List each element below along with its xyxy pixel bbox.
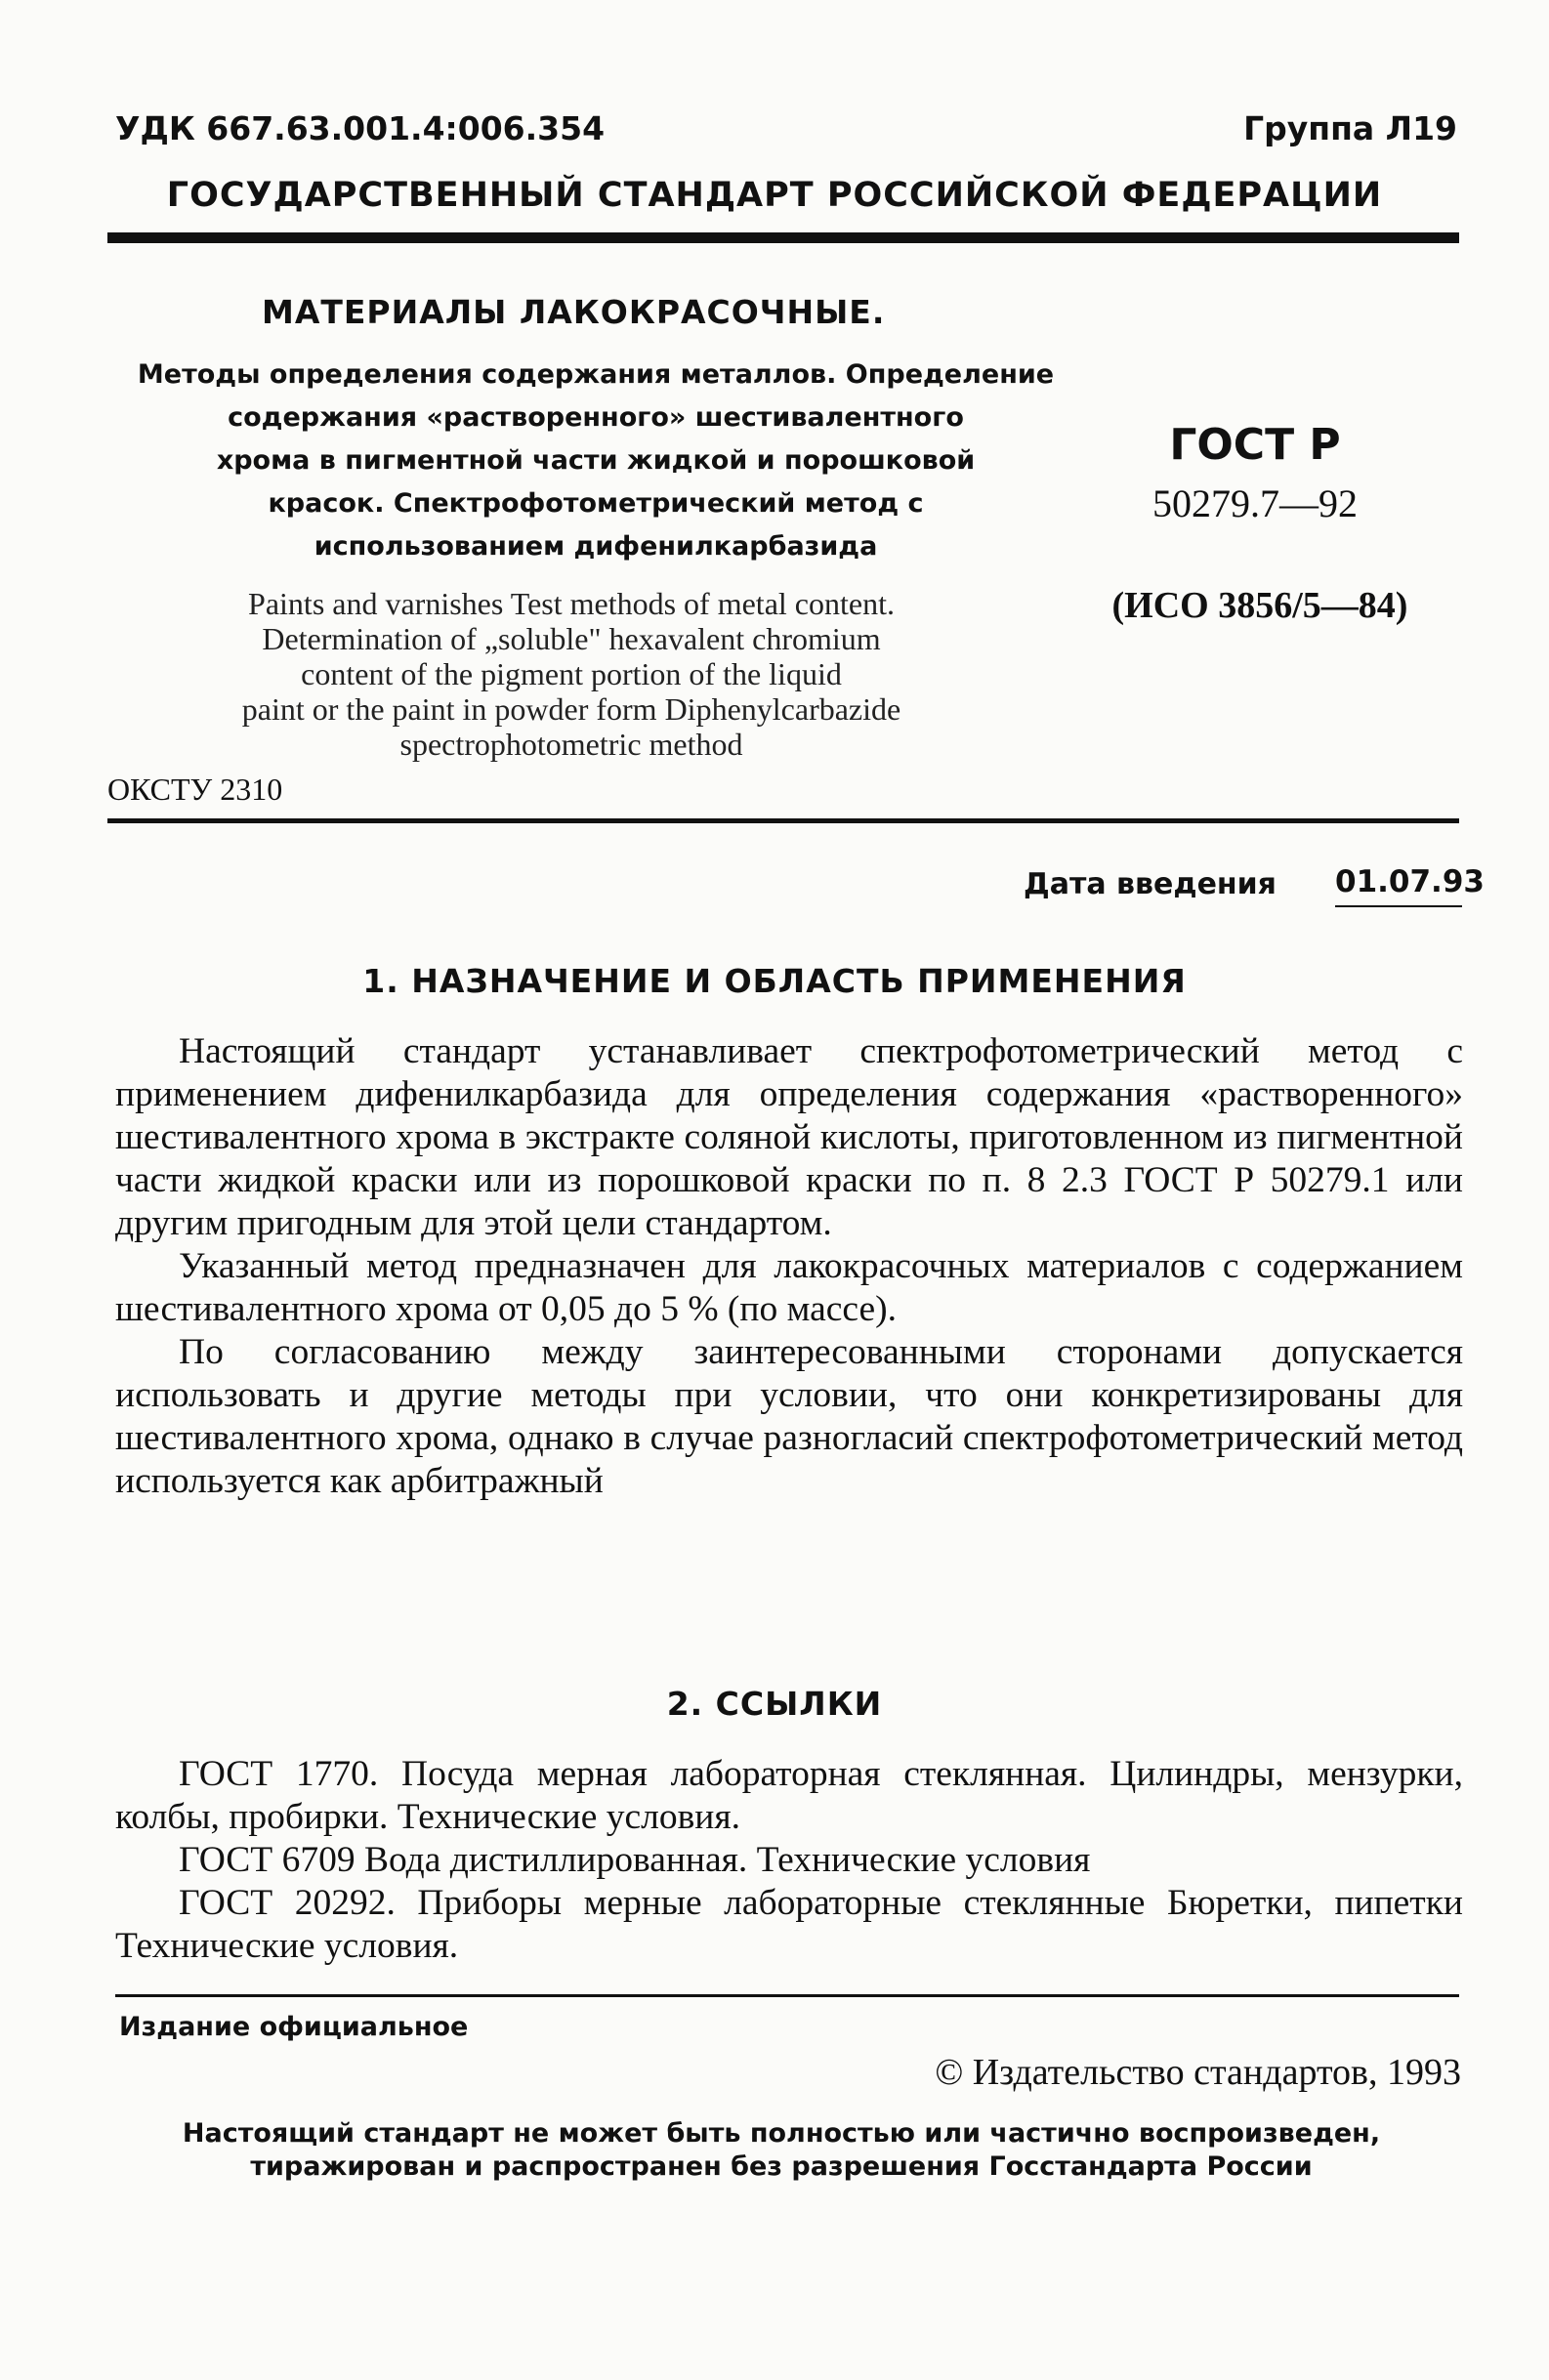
notice-line: Настоящий стандарт не может быть полностью или частично воспроизведен, xyxy=(182,2118,1381,2149)
subtitle-line: хрома в пигментной части жидкой и порошковой xyxy=(216,445,976,476)
english-title-line: paint or the paint in powder form Diphenylcarbazide xyxy=(241,691,901,727)
subtitle-line: содержания «растворенного» шестивалентного xyxy=(228,402,964,433)
subtitle-line: использованием дифенилкарбазида xyxy=(314,531,878,562)
english-title-line: spectrophotometric method xyxy=(399,727,743,762)
footer-divider xyxy=(115,1994,1459,1997)
state-standard-heading: ГОСУДАРСТВЕННЫЙ СТАНДАРТ РОССИЙСКОЙ ФЕДЕРАЦИИ xyxy=(166,176,1383,215)
english-title-line: Paints and varnishes Test methods of metal content. xyxy=(248,586,895,621)
section-heading-scope: 1. НАЗНАЧЕНИЕ И ОБЛАСТЬ ПРИМЕНЕНИЯ xyxy=(362,962,1187,1000)
english-title-line: content of the pigment portion of the liquid xyxy=(301,656,842,691)
edition-label: Издание официальное xyxy=(119,2012,469,2042)
reproduction-notice xyxy=(107,2117,1455,2184)
title-divider xyxy=(107,818,1459,823)
subtitle-line: Методы определения содержания металлов. Определение xyxy=(137,359,1055,390)
iso-reference: (ИСО 3856/5—84) xyxy=(1111,585,1408,626)
udk-code: УДК 667.63.001.4:006.354 xyxy=(115,109,606,147)
group-code: Группа Л19 xyxy=(1243,109,1457,147)
effective-date-label: Дата введения xyxy=(1024,867,1277,901)
copyright-notice: © Издательство стандартов, 1993 xyxy=(935,2052,1461,2093)
english-title xyxy=(107,586,1035,762)
gost-number: 50279.7—92 xyxy=(1152,481,1358,525)
effective-date-value: 01.07.93 xyxy=(1335,864,1462,907)
subtitle-line: красок. Спектрофотометрический метод с xyxy=(268,488,924,519)
section-body-references xyxy=(115,1753,1463,1968)
reference-item: ГОСТ 6709 Вода дистиллированная. Технические условия xyxy=(179,1840,1091,1880)
document-title: МАТЕРИАЛЫ ЛАКОКРАСОЧНЫЕ. xyxy=(262,293,886,331)
okstu-code: ОКСТУ 2310 xyxy=(107,772,283,807)
section-body-scope xyxy=(115,1030,1463,1503)
reference-item: ГОСТ 20292. Приборы мерные лабораторные стеклянные Бюретки, пипетки Технические условия. xyxy=(115,1883,1463,1966)
paragraph: Настоящий стандарт устанавливает спектрофотометрический метод с применением дифенилкарбазида для определения содержания «растворенного» шестивалентного хрома в экстракте соляной кислоты, приготовленном из пигментной части жидкой краски или из порошковой краски по п. 8 2.3 ГОСТ Р 50279.1 или другим пригодным для этой цели стандартом. xyxy=(115,1031,1463,1243)
section-heading-references: 2. ССЫЛКИ xyxy=(666,1685,883,1723)
header-divider xyxy=(107,232,1459,243)
notice-line: тиражирован и распространен без разрешения Госстандарта России xyxy=(250,2151,1313,2182)
gost-label: ГОСТ Р xyxy=(1169,420,1341,470)
reference-item: ГОСТ 1770. Посуда мерная лабораторная стеклянная. Цилиндры, мензурки, колбы, пробирки. Технические условия. xyxy=(115,1754,1463,1837)
paragraph: По согласованию между заинтересованными сторонами допускается использовать и другие методы при условии, что они конкретизированы для шестивалентного хрома, однако в случае разногласий спектрофотометрический метод используется как арбитражный xyxy=(115,1332,1463,1501)
document-subtitle xyxy=(107,354,1084,568)
paragraph: Указанный метод предназначен для лакокрасочных материалов с содержанием шестивалентного хрома от 0,05 до 5 % (по массе). xyxy=(115,1246,1463,1329)
english-title-line: Determination of „soluble" hexavalent chromium xyxy=(262,621,881,656)
